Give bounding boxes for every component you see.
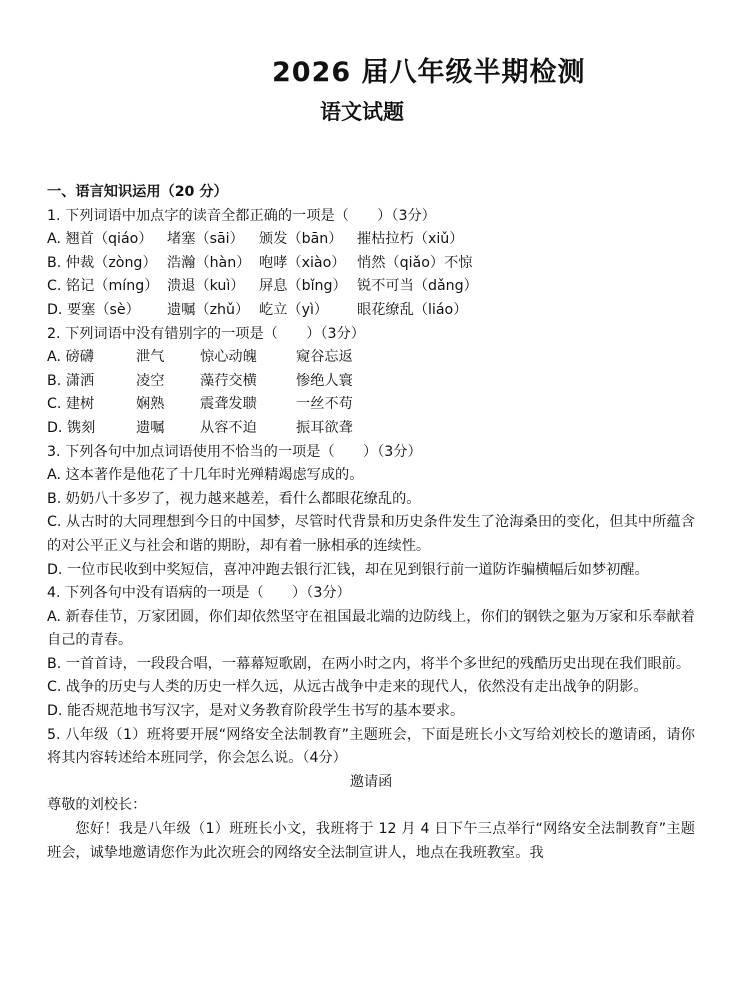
question-4-option-d: D. 能否规范地书写汉字，是对义务教育阶段学生书写的基本要求。	[47, 703, 465, 720]
option-text: 颁发（bān）	[259, 231, 343, 248]
question-3-option-d: D. 一位市民收到中奖短信，喜冲冲跑去银行汇钱，却在见到银行前一道防诈骗横幅后如梦初醒。	[47, 561, 649, 578]
option-text: 惊心动魄	[200, 349, 257, 366]
option-text: 屹立（yì）	[259, 301, 329, 318]
letter-greeting: 尊敬的刘校长：	[47, 797, 147, 814]
question-2-option-a	[47, 346, 695, 370]
option-text: 振耳欲聋	[296, 419, 353, 436]
question-1-option-d	[47, 299, 695, 323]
page-title: 2026 届八年级半期检测	[272, 57, 586, 88]
option-text: 浩瀚（hàn）	[167, 254, 251, 271]
option-text: 悄然（qiǎo）不惊	[357, 254, 473, 271]
option-text: 堵塞（sāi）	[167, 231, 244, 248]
option-text: A. 翘首（qiáo）	[47, 231, 153, 248]
question-2-option-b	[47, 370, 695, 394]
option-text: 咆哮（xiào）	[259, 254, 346, 271]
option-text: D. 要塞（sè）	[47, 301, 140, 318]
option-text: 从容不迫	[200, 419, 257, 436]
option-text: 屏息（bǐng）	[259, 278, 347, 295]
option-text: 锐不可当（dǎng）	[357, 278, 478, 295]
question-4-option-c: C. 战争的历史与人类的历史一样久远，从远古战争中走来的现代人，依然没有走出战争的阴影。	[47, 679, 648, 696]
option-text: 凌空	[136, 372, 165, 389]
question-3-option-b: B. 奶奶八十多岁了，视力越来越差，看什么都眼花缭乱的。	[47, 490, 421, 507]
question-3-stem: 3. 下列各句中加点词语使用不恰当的一项是（ ）（3分）	[47, 443, 422, 460]
option-text: B. 仲裁（zòng）	[47, 254, 157, 271]
option-text: D. 镌刻	[47, 419, 96, 436]
option-text: C. 铭记（míng）	[47, 278, 159, 295]
question-2-option-d	[47, 417, 695, 441]
option-text: B. 潇洒	[47, 372, 95, 389]
option-text: 震聋发聩	[200, 396, 257, 413]
option-text: C. 建树	[47, 396, 95, 413]
exam-content	[47, 181, 695, 865]
question-1-option-a	[47, 228, 695, 252]
letter-body: 您好！我是八年级（1）班班长小文，我班将于 12 月 4 日下午三点举行“网络安全法制教育”主题班会，诚挚地邀请您作为此次班会的网络安全法制宣讲人，地点在我班教室。我	[47, 821, 695, 861]
option-text: 窥谷忘返	[296, 349, 353, 366]
question-3-option-a: A. 这本著作是他花了十几年时光殚精竭虑写成的。	[47, 467, 364, 484]
option-text: 惨绝人寰	[296, 372, 353, 389]
option-text: 娴熟	[136, 396, 165, 413]
question-3-option-c: C. 从古时的大同理想到今日的中国梦，尽管时代背景和历史条件发生了沧海桑田的变化，但其中所蕴含的对公平正义与社会和谐的期盼，却有着一脉相承的连续性。	[47, 514, 695, 554]
option-text: 眼花缭乱（liáo）	[357, 301, 468, 318]
option-text: 遗嘱	[136, 419, 165, 436]
option-text: 藻荇交横	[200, 372, 257, 389]
option-text: 溃退（kuì）	[167, 278, 245, 295]
option-text: 摧枯拉朽（xiǔ）	[357, 231, 464, 248]
page-subtitle: 语文试题	[320, 100, 404, 124]
question-4-option-b: B. 一首首诗，一段段合唱，一幕幕短歌剧，在两小时之内，将半个多世纪的残酷历史出现在我们眼前。	[47, 655, 691, 672]
question-2-stem: 2. 下列词语中没有错别字的一项是（ ）（3分）	[47, 325, 365, 342]
section-heading: 一、语言知识运用（20 分）	[47, 184, 228, 200]
option-text: 遗嘱（zhǔ）	[167, 301, 250, 318]
question-4-option-a: A. 新春佳节，万家团圆，你们却依然坚守在祖国最北端的边防线上，你们的钢铁之躯为万家和乐奉献着自己的青春。	[47, 608, 695, 649]
question-1-option-b	[47, 252, 695, 276]
question-2-option-c	[47, 393, 695, 417]
question-4-stem: 4. 下列各句中没有语病的一项是（ ）（3分）	[47, 585, 351, 602]
option-text: A. 磅礴	[47, 349, 94, 366]
question-1-option-c	[47, 275, 695, 299]
option-text: 一丝不苟	[296, 396, 353, 413]
question-5-stem: 5. 八年级（1）班将要开展“网络安全法制教育”主题班会，下面是班长小文写给刘校长的邀请函，请你将其内容转述给本班同学，你会怎么说。（4分）	[47, 726, 695, 767]
letter-title: 邀请函	[349, 773, 393, 790]
option-text: 泄气	[136, 349, 165, 366]
question-1-stem: 1. 下列词语中加点字的读音全都正确的一项是（ ）（3分）	[47, 207, 436, 224]
